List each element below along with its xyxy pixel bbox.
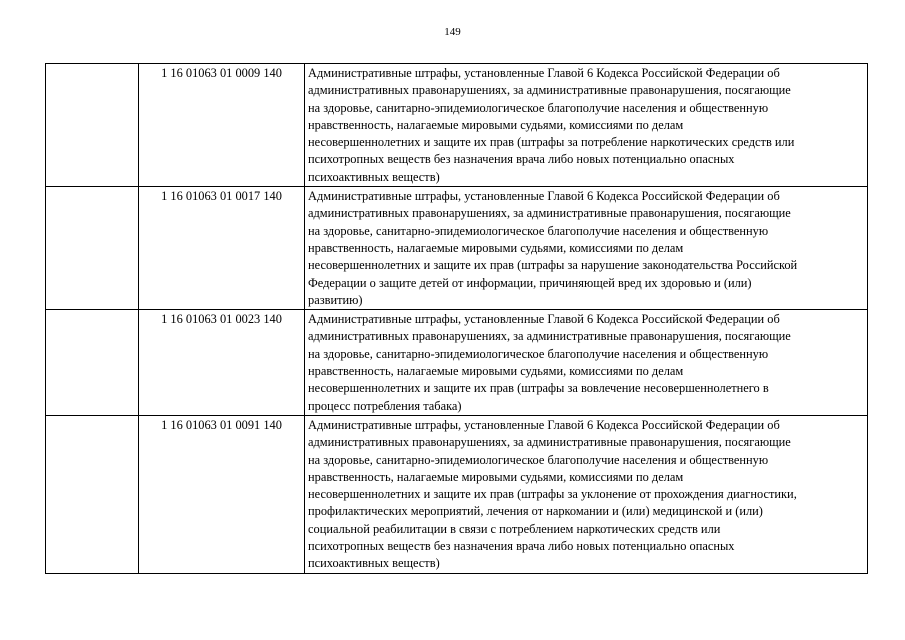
description-line: развитию) (308, 292, 363, 307)
description-line: на здоровье, санитарно-эпидемиологическое благополучие населения и общественную (308, 452, 769, 467)
table-row (46, 415, 868, 573)
description-line: административных правонарушениях, за административные правонарушения, посягающие (308, 435, 791, 450)
description-line: нравственность, налагаемые мировыми судьями, комиссиями по делам (308, 469, 684, 484)
empty-cell (46, 415, 139, 573)
classification-code: 1 16 01063 01 0091 140 (139, 415, 305, 573)
description-line: на здоровье, санитарно-эпидемиологическое благополучие населения и общественную (308, 346, 769, 361)
description-line: на здоровье, санитарно-эпидемиологическое благополучие населения и общественную (308, 100, 769, 115)
description-line: административных правонарушениях, за административные правонарушения, посягающие (308, 206, 791, 221)
table-row (46, 187, 868, 310)
description-line: социальной реабилитации в связи с потреблением наркотических средств или (308, 521, 721, 536)
empty-cell (46, 310, 139, 416)
description-cell (305, 415, 868, 573)
description-line: административных правонарушениях, за административные правонарушения, посягающие (308, 83, 791, 98)
empty-cell (46, 64, 139, 187)
description-cell (305, 64, 868, 187)
description-line: нравственность, налагаемые мировыми судьями, комиссиями по делам (308, 117, 684, 132)
table-row (46, 64, 868, 187)
description-line: несовершеннолетних и защите их прав (штрафы за нарушение законодательства Российской (308, 258, 798, 273)
classification-code: 1 16 01063 01 0009 140 (139, 64, 305, 187)
description-line: несовершеннолетних и защите их прав (штрафы за уклонение от прохождения диагностики, (308, 487, 797, 502)
description-line: процесс потребления табака) (308, 398, 462, 413)
description-line: Федерации о защите детей от информации, причиняющей вред их здоровью и (или) (308, 275, 752, 290)
description-line: Административные штрафы, установленные Главой 6 Кодекса Российской Федерации об (308, 189, 780, 204)
description-line: профилактических мероприятий, лечения от наркомании и (или) медицинской и (или) (308, 504, 763, 519)
description-line: Административные штрафы, установленные Главой 6 Кодекса Российской Федерации об (308, 417, 780, 432)
table-row (46, 310, 868, 416)
description-line: на здоровье, санитарно-эпидемиологическое благополучие населения и общественную (308, 223, 769, 238)
description-line: Административные штрафы, установленные Главой 6 Кодекса Российской Федерации об (308, 312, 780, 327)
description-line: несовершеннолетних и защите их прав (штрафы за вовлечение несовершеннолетнего в (308, 381, 769, 396)
description-line: административных правонарушениях, за административные правонарушения, посягающие (308, 329, 791, 344)
description-line: несовершеннолетних и защите их прав (штрафы за потребление наркотических средств или (308, 135, 795, 150)
description-line: нравственность, налагаемые мировыми судьями, комиссиями по делам (308, 364, 684, 379)
classification-code: 1 16 01063 01 0023 140 (139, 310, 305, 416)
description-line: нравственность, налагаемые мировыми судьями, комиссиями по делам (308, 240, 684, 255)
page-number: 149 (444, 26, 461, 38)
empty-cell (46, 187, 139, 310)
description-cell (305, 310, 868, 416)
description-line: психоактивных веществ) (308, 169, 440, 184)
description-line: психотропных веществ без назначения врача либо новых потенциально опасных (308, 539, 735, 554)
budget-classification-table (45, 63, 868, 574)
description-line: психоактивных веществ) (308, 556, 440, 571)
description-line: Административные штрафы, установленные Главой 6 Кодекса Российской Федерации об (308, 66, 780, 80)
description-line: психотропных веществ без назначения врача либо новых потенциально опасных (308, 152, 735, 167)
description-cell (305, 187, 868, 310)
classification-code: 1 16 01063 01 0017 140 (139, 187, 305, 310)
